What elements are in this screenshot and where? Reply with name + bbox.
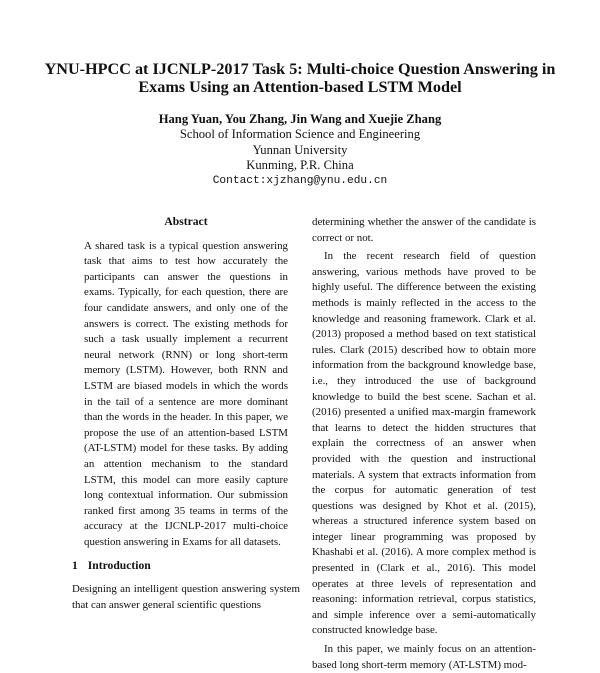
focus-paragraph: In this paper, we mainly focus on an attention-based long short-term memory (AT-LSTM) mod- — [312, 643, 536, 671]
affiliation-line-2: Yunnan University — [252, 142, 348, 157]
affiliation-line-3: Kunming, P.R. China — [246, 158, 354, 173]
section-number: 1 — [72, 559, 78, 573]
introduction-paragraph: Designing an intelligent question answering system that can answer general scientific questions — [72, 583, 300, 611]
paragraph-continuation: determining whether the answer of the candidate is correct or not. — [312, 216, 536, 244]
introduction-heading — [72, 558, 300, 574]
left-column — [72, 214, 300, 613]
paper-title — [40, 60, 560, 96]
author-names: Hang Yuan, You Zhang, Jin Wang and Xuejie Zhang — [158, 112, 442, 126]
abstract-body: A shared task is a typical question answering task that aims to test how accurately the participants can answer the questions in exams. Typically, for each question, there are four candidate answers, and only one of the answers is correct. The existing methods for such a task usually implement a recurrent neural network (RNN) or long short-term memory (LSTM). However, both RNN and LSTM are biased models in which the words in the tail of a sentence are more dominant than the words in the header. In this paper, we propose the use of an attention-based LSTM (AT-LSTM) model for these tasks. By adding an attention mechanism to the standard LSTM, this model can more easily capture long contextual information. Our submission ranked first among 35 teams in terms of the accuracy at the IJCNLP-2017 multi-choice question answering in Exams for all datasets. — [84, 239, 288, 548]
title-line-1: YNU-HPCC at IJCNLP-2017 Task 5: Multi-choice Question Answering in — [44, 60, 556, 78]
author-block — [0, 112, 600, 189]
affiliation-line-1: School of Information Science and Engineering — [179, 127, 421, 142]
title-line-2: Exams Using an Attention-based LSTM Model — [138, 78, 462, 96]
right-column — [312, 215, 536, 673]
contact-email: Contact:xjzhang@ynu.edu.cn — [212, 174, 388, 187]
related-work-paragraph: In the recent research field of question answering, various methods have proved to be highly useful. The difference between the existing methods is mainly reflected in the access to the knowledge and reasoning framework. Clark et al. (2013) proposed a method based on text statistical rules. Clark (2015) described how to obtain more information from the background knowledge base, i.e., they introduced the use of background knowledge to build the best scene. Sachan et al. (2016) presented a unified max-margin framework that learns to detect the hidden structures that explain the correctness of an answer when provided with the question and instructional materials. A system that extracts information from the corpus for automatic generation of test questions was designed by Khot et al. (2015), whereas a structured inference system based on integer linear programming was proposed by Khashabi et al. (2016). A more complex method is presented in (Clark et al., 2016). This model operates at three levels of representation and reasoning: information retrieval, corpus statistics, and simple inference over a semi-automatically constructed knowledge base. — [312, 250, 536, 637]
section-title: Introduction — [87, 559, 151, 573]
abstract-heading: Abstract — [164, 215, 208, 228]
